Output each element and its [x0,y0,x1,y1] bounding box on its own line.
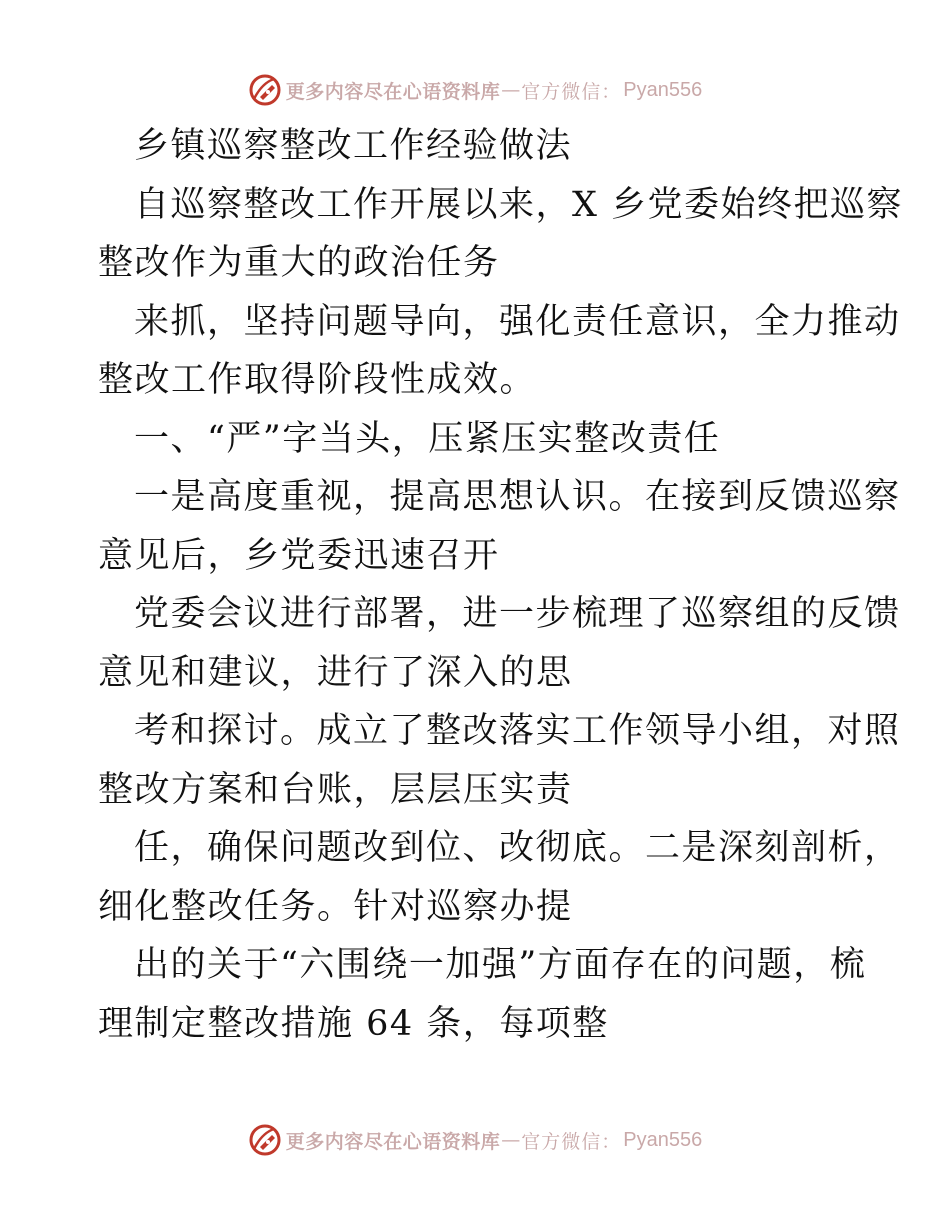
paragraph-line: 任，确保问题改到位、改彻底。二是深刻剖析， [134,828,901,868]
paragraph-line: 来抓，坚持问题导向，强化责任意识，全力推动 [134,301,901,342]
paragraph-line: 出的关于“六围绕一加强”方面存在的问题，梳 [134,945,867,985]
paragraph-line: 整改作为重大的政治任务 [98,243,500,283]
footer-watermark [0,1120,950,1160]
watermark-separator: — [501,1129,521,1151]
paragraph-line: 党委会议进行部署，进一步梳理了巡察组的反馈 [134,594,901,634]
pen-logo-icon [248,73,282,107]
document-title: 乡镇巡察整改工作经验做法 [134,126,573,166]
document-body [98,117,904,1053]
paragraph-line: 理制定整改措施 64 条，每项整 [98,1003,609,1044]
paragraph-line: 意见和建议，进行了深入的思 [98,652,573,693]
paragraph-line: 一是高度重视，提高思想认识。在接到反馈巡察 [134,477,901,517]
paragraph-line: 整改方案和台账，层层压实责 [98,769,573,810]
watermark-separator: — [501,79,521,101]
section-heading: 一、“严”字当头，压紧压实整改责任 [134,418,721,459]
watermark-wechat-id: Pyan556 [623,1128,703,1151]
pen-logo-icon [248,1123,282,1157]
paragraph-line: 自巡察整改工作开展以来，X 乡党委始终把巡察 [134,184,904,225]
watermark-official: 官方微信： [521,80,622,103]
paragraph-line: 细化整改任务。针对巡察办提 [98,886,573,927]
watermark-wechat-id: Pyan556 [623,78,703,101]
paragraph-line: 考和探讨。成立了整改落实工作领导小组，对照 [134,711,901,751]
header-watermark [0,70,950,110]
watermark-brand: 更多内容尽在心语资料库 [285,1130,501,1153]
watermark-official: 官方微信： [521,1130,622,1153]
watermark-brand: 更多内容尽在心语资料库 [285,80,501,103]
paragraph-line: 整改工作取得阶段性成效。 [98,360,537,400]
paragraph-line: 意见后，乡党委迅速召开 [98,535,500,576]
